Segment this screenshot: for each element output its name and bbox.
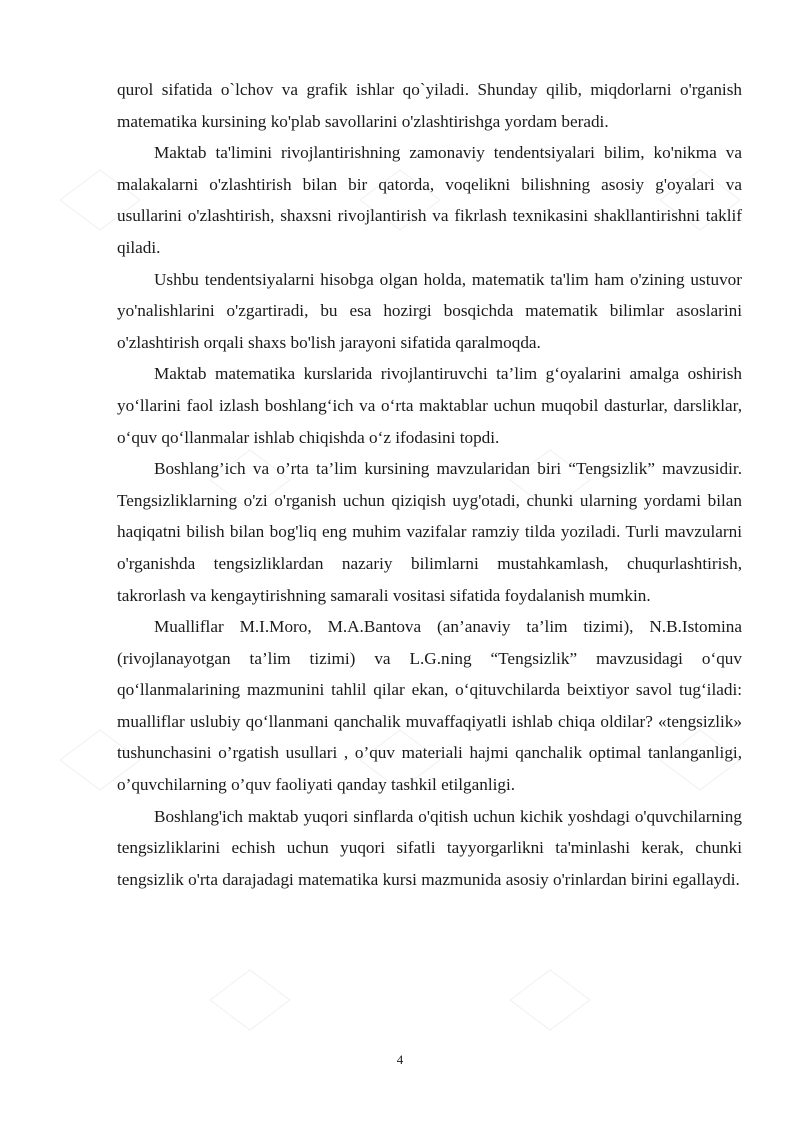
paragraph-continued: qurol sifatida o`lchov va grafik ishlar qo`yiladi. Shunday qilib, miqdorlarni o'rganish matematika kursining ko'plab savollarini o'zlashtirishga yordam beradi.	[117, 80, 742, 131]
watermark-mark	[210, 970, 290, 1030]
paragraph: Maktab matematika kurslarida rivojlantiruvchi ta’lim g‘oyalarini amalga oshirish yo‘llarini faol izlash boshlang‘ich va o‘rta maktablar uchun muqobil dasturlar, darsliklar, o‘quv qo‘llanmalar ishlab chiqishda o‘z ifodasini topdi.	[117, 364, 742, 447]
page-number: 4	[396, 1052, 404, 1067]
watermark-mark	[510, 970, 590, 1030]
paragraph: Mualliflar M.I.Moro, M.A.Bantova (an’anaviy ta’lim tizimi), N.B.Istomina (rivojlanayotgan ta’lim tizimi) va L.G.ning “Tengsizlik” mavzusidagi o‘quv qo‘llanmalarining mazmunini tahlil qilar ekan, o‘qituvchilarda beixtiyor savol tug‘iladi: mualliflar uslubiy qo‘llanmani qanchalik muvaffaqiyatli ishlab chiqa oldilar? «tengsizlik» tushunchasini o’rgatish usullari , o’quv materiali hajmi qanchalik optimal tanlanganligi, o’quvchilarning o’quv faoliyati qanday tashkil etilganligi.	[117, 617, 742, 795]
body-text	[117, 74, 742, 895]
paragraph: Maktab ta'limini rivojlantirishning zamonaviy tendentsiyalari bilim, ko'nikma va malakalarni o'zlashtirish bilan bir qatorda, voqelikni bilishning asosiy g'oyalari va usullarini o'zlashtirish, shaxsni rivojlantirish va fikrlash texnikasini shakllantirishni taklif qiladi.	[117, 143, 742, 257]
paragraph: Ushbu tendentsiyalarni hisobga olgan holda, matematik ta'lim ham o'zining ustuvor yo'nalishlarini o'zgartiradi, bu esa hozirgi bosqichda matematik bilimlar asoslarini o'zlashtirish orqali shaxs bo'lish jarayoni sifatida qaralmoqda.	[117, 269, 742, 352]
paragraph: Boshlang'ich maktab yuqori sinflarda o'qitish uchun kichik yoshdagi o'quvchilarning tengsizliklarini echish uchun yuqori sifatli tayyorgarlikni ta'minlashi kerak, chunki tengsizlik o'rta darajadagi matematika kursi mazmunida asosiy o'rinlardan birini egallaydi.	[117, 806, 742, 889]
paragraph: Boshlang’ich va o’rta ta’lim kursining mavzularidan biri “Tengsizlik” mavzusidir. Tengsizliklarning o'zi o'rganish uchun qiziqish uyg'otadi, chunki ularning yordami bilan haqiqatni bilish bilan bog'liq eng muhim vazifalar ramziy tilda yoziladi. Turli mavzularni o'rganishda tengsizliklardan nazariy bilimlarni mustahkamlash, chuqurlashtirish, takrorlash va kengaytirishning samarali vositasi sifatida foydalanish mumkin.	[117, 459, 742, 605]
